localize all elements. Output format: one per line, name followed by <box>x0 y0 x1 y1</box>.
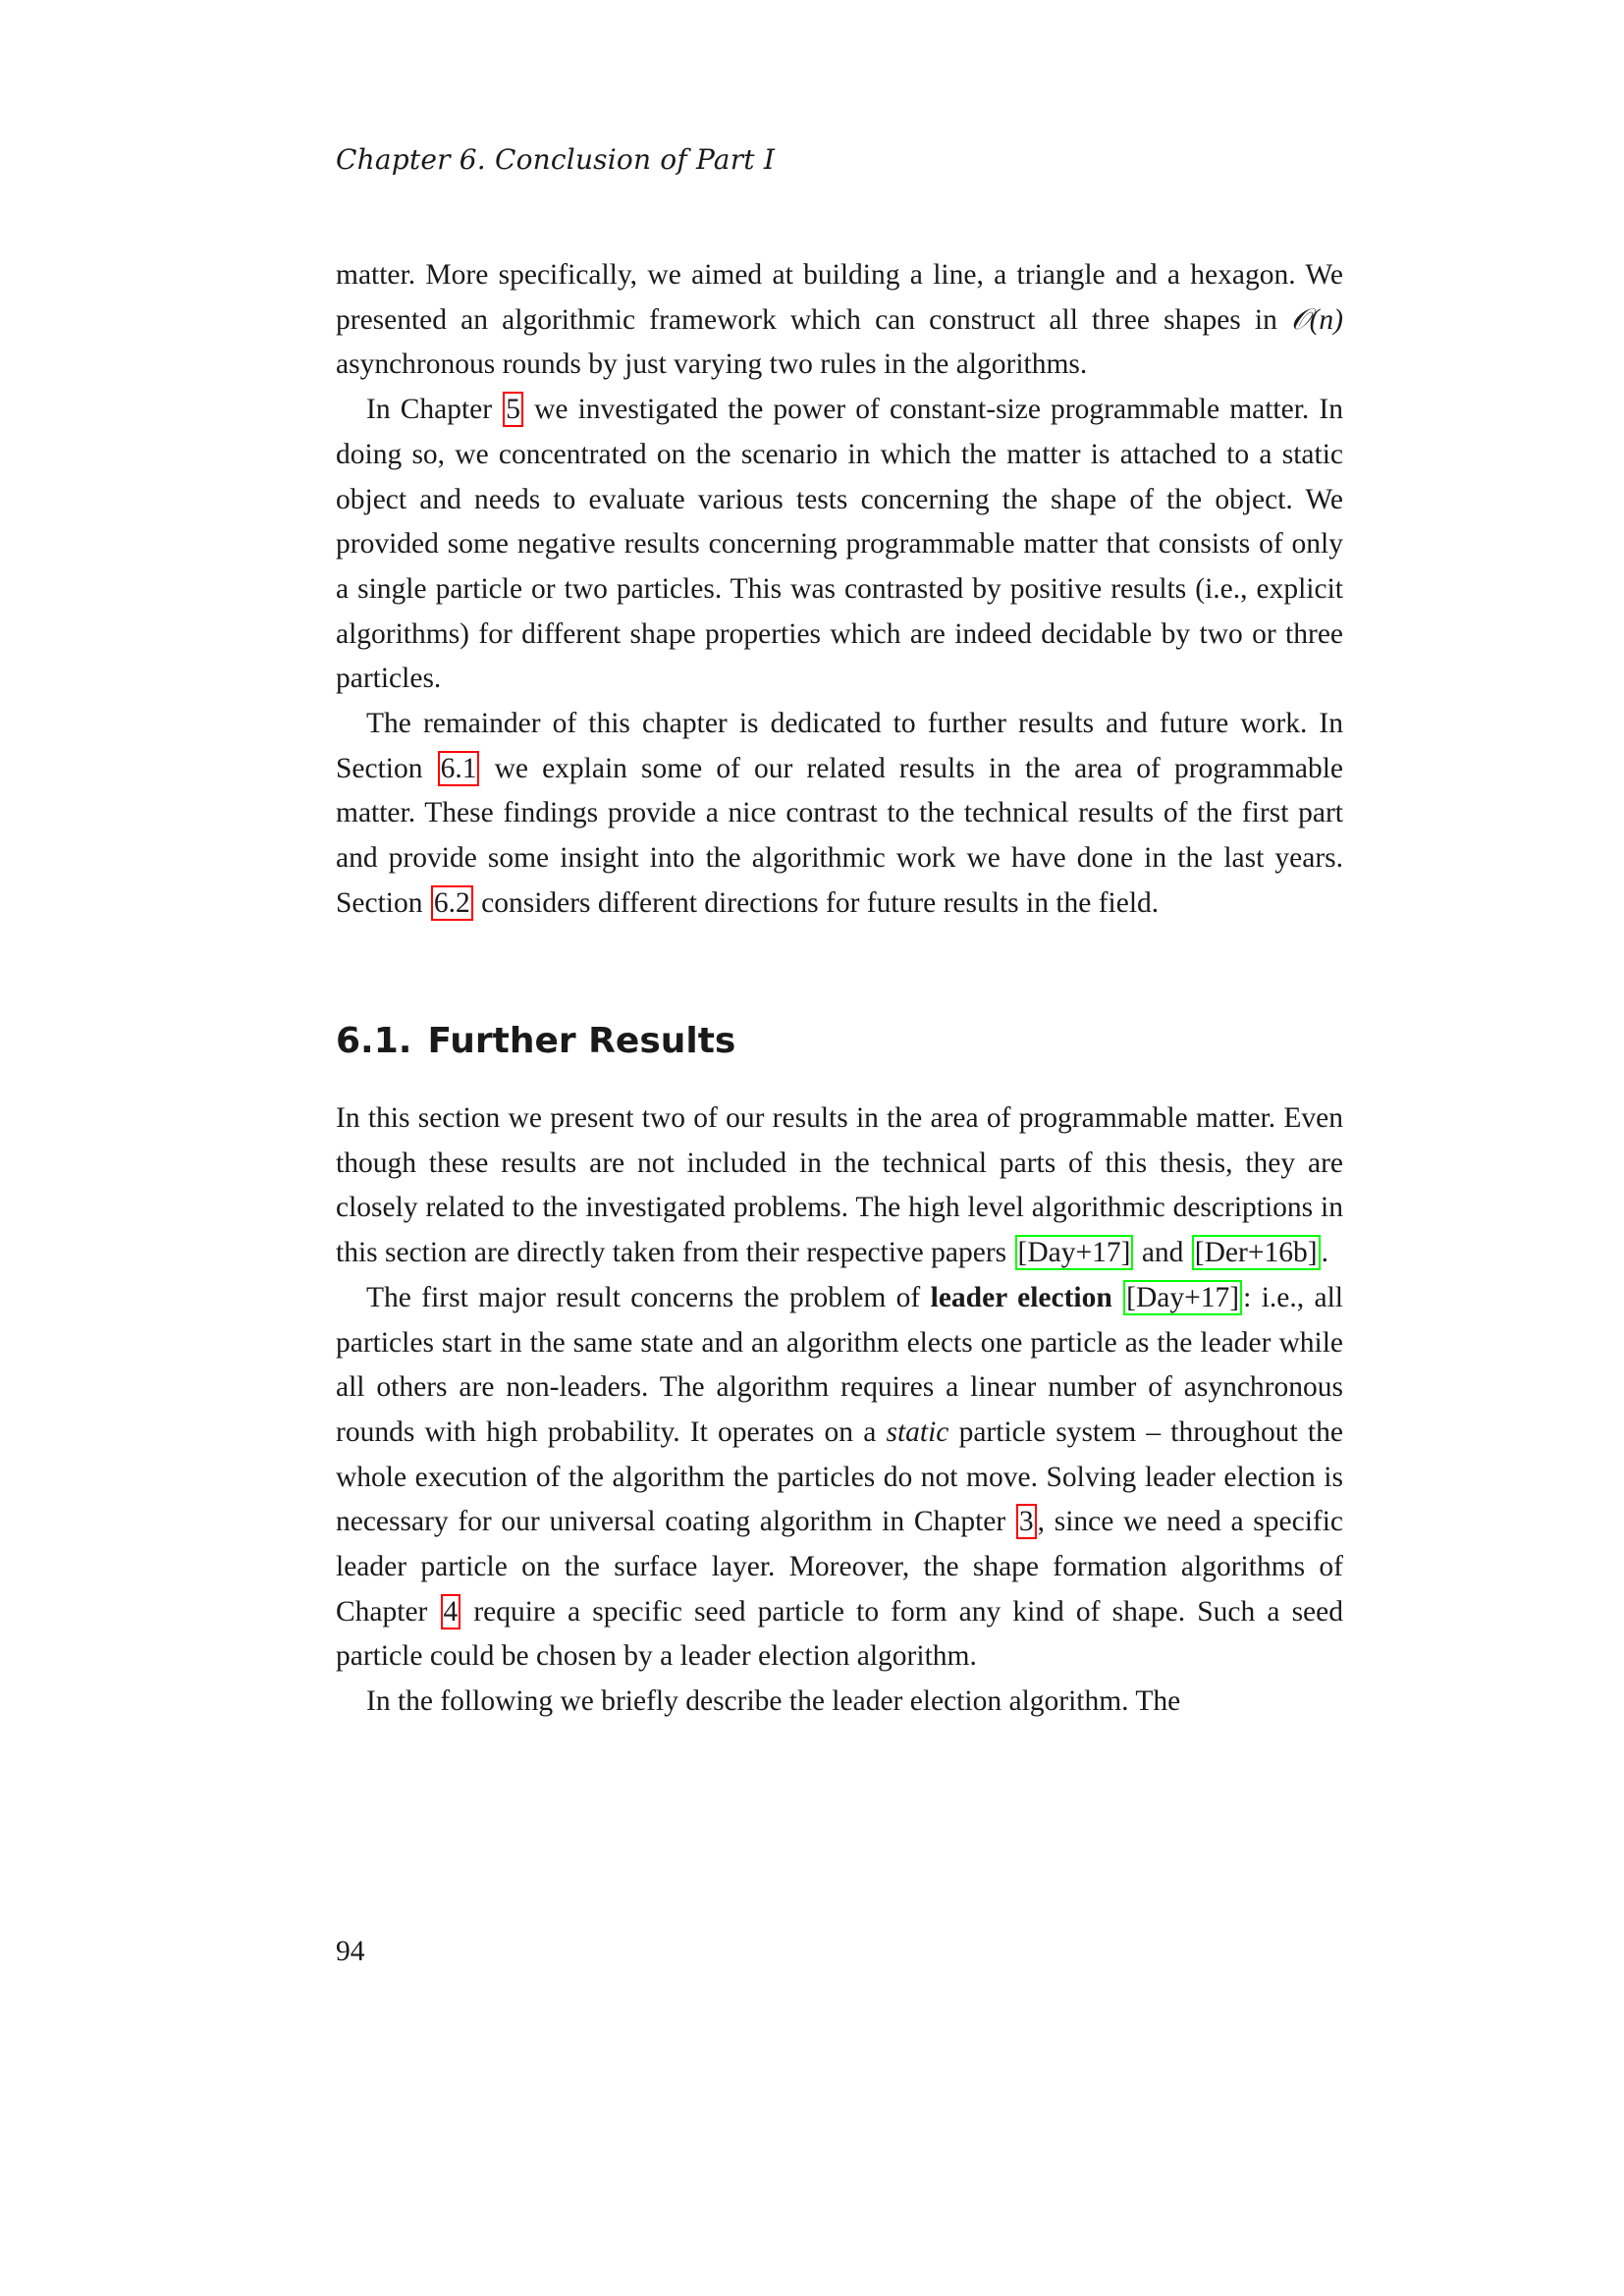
paragraph: In Chapter 5 we investigated the power of constant-size programmable matter. In doing so, we concentrated on the scenario in which the matter is attached to a static object and needs to evaluate various tests concerning the shape of the object. We provided some negative results concerning programmable matter that consists of only a single particle or two particles. This was contrasted by positive results (i.e., explicit algorithms) for different shape properties which are indeed decidable by two or three particles. <box>336 394 1343 695</box>
paragraph: In this section we present two of our results in the area of programmable matter. Even though these results are not included in the technical parts of this thesis, they are closely related to the investigated problems. The high level algorithmic descriptions in this section are directly taken from their respective papers [Day+17] and [Der+16b] . <box>336 1102 1343 1269</box>
chapter-ref-link[interactable]: 4 <box>441 1594 461 1629</box>
paragraph: The first major result concerns the problem of leader election [Day+17] : i.e., all particles start in the same state and an algorithm elects one particle as the leader while all others are non-leaders. The algorithm requires a linear number of asynchronous rounds with high probability. It operates on a static particle system – throughout the whole execution of the algorithm the particles do not move. Solving leader election is necessary for our universal coating algorithm in Chapter 3 , since we need a specific leader particle on the surface layer. Moreover, the shape formation algorithms of Chapter 4 require a specific seed particle to form any kind of shape. Such a seed particle could be chosen by a leader election algorithm. <box>336 1281 1343 1673</box>
paragraph: matter. More specifically, we aimed at building a line, a triangle and a hexagon. We presented an algorithmic framework which can construct all three shapes in 𝒪(n) asynchronous rounds by just varying two rules in the algorithms. <box>336 259 1343 381</box>
chapter-ref-link[interactable]: 5 <box>503 392 523 427</box>
paragraph: In the following we briefly describe the leader election algorithm. The <box>366 1685 1181 1718</box>
section-title: Further Results <box>427 1021 736 1061</box>
section-number: 6.1. <box>336 1021 412 1061</box>
bold-term: leader election <box>930 1281 1112 1313</box>
intro-text-block <box>336 253 1343 927</box>
page-number: 94 <box>336 1936 365 1967</box>
section-text-block <box>336 1096 1343 1725</box>
section-ref-link[interactable]: 6.1 <box>438 751 480 786</box>
section-ref-link[interactable]: 6.2 <box>431 885 473 921</box>
citation-link[interactable]: [Day+17] <box>1015 1235 1134 1270</box>
chapter-ref-link[interactable]: 3 <box>1016 1504 1037 1539</box>
italic-term: static <box>886 1415 949 1448</box>
running-head: Chapter 6. Conclusion of Part I <box>336 143 776 176</box>
citation-link[interactable]: [Der+16b] <box>1192 1235 1321 1270</box>
paragraph: The remainder of this chapter is dedicated to further results and future work. In Section 6.1 we explain some of our related results in the area of programmable matter. These findings provide a nice contrast to the technical results of the first part and provide some insight into the algorithmic work we have done in the last years. Section 6.2 considers different directions for future results in the field. <box>336 708 1343 919</box>
citation-link[interactable]: [Day+17] <box>1123 1280 1242 1315</box>
math-expression: 𝒪(n) <box>1291 303 1343 336</box>
section-heading <box>336 1021 735 1061</box>
